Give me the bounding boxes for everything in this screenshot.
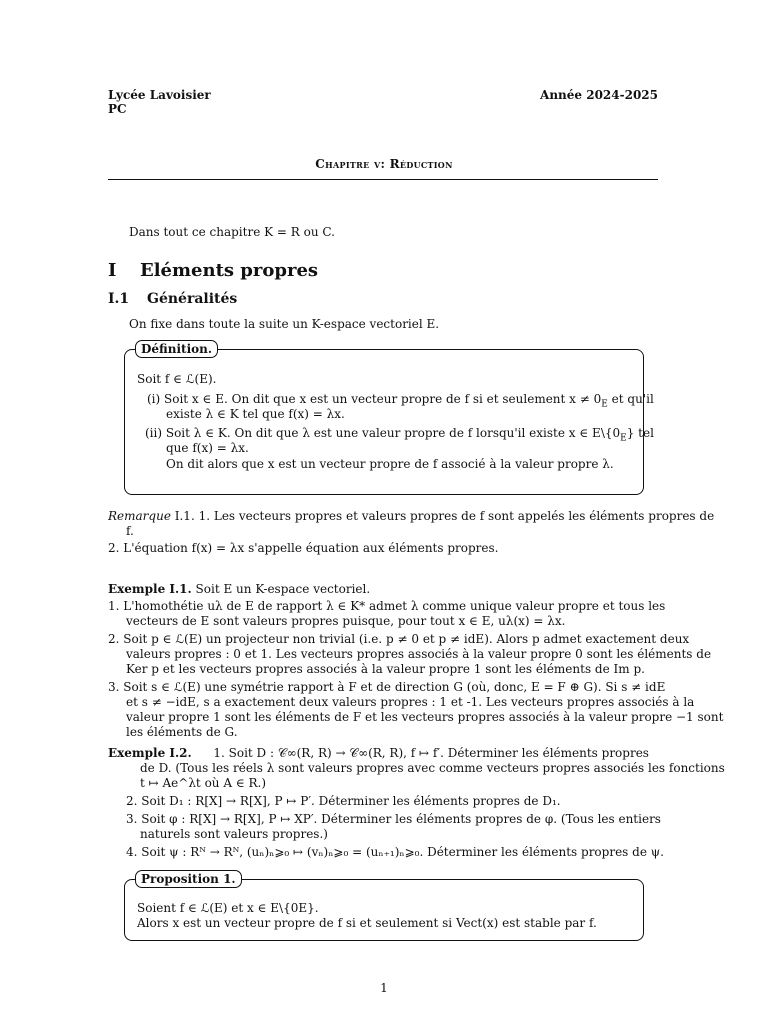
subsection-number: I.1 xyxy=(108,291,130,307)
example-2-line: de D. (Tous les réels λ sont valeurs propres avec comme vecteurs propres associés les fonctions xyxy=(140,761,725,775)
remark-line: 2. L'équation f(x) = λx s'appelle équation aux éléments propres. xyxy=(108,541,499,555)
example-1-line: 3. Soit s ∈ ℒ(E) une symétrie rapport à F et de direction G (où, donc, E = F ⊕ G). Si s ≠ idE xyxy=(108,680,666,694)
subsection-intro: On fixe dans toute la suite un K-espace vectoriel E. xyxy=(129,317,440,331)
example-1-line: les éléments de G. xyxy=(126,725,238,739)
example-2-heading: Exemple I.2. 1. Soit D : 𝒞∞(R, R) → 𝒞∞(R, R), f ↦ f′. Déterminer les éléments propres xyxy=(108,746,649,760)
example-1-line: et s ≠ −idE, s a exactement deux valeurs propres : 1 et -1. Les vecteurs propres associés à la xyxy=(126,695,695,709)
remark-label: Remarque xyxy=(108,509,171,523)
definition-item-i: (i) Soit x ∈ E. On dit que x est un vecteur propre de f si et seulement $x \ne 0_E$ et qu'il xyxy=(147,392,654,410)
example-1-line: Ker p et les vecteurs propres associés à la valeur propre 1 sont les éléments de Im p. xyxy=(126,662,645,676)
intro-text: Dans tout ce chapitre K = R ou C. xyxy=(129,225,335,239)
proposition-title: Proposition 1. xyxy=(135,870,242,888)
example-1-line: vecteurs de E sont valeurs propres puisque, pour tout x ∈ E, uλ(x) = λx. xyxy=(126,614,566,628)
definition-title: Définition. xyxy=(135,340,218,358)
proposition-line: Soient f ∈ ℒ(E) et x ∈ E\{0E}. xyxy=(137,901,319,915)
example-1-line: valeurs propres : 0 et 1. Les vecteurs propres associés à la valeur propre 0 sont les éléments de xyxy=(126,647,712,661)
example-2-line: naturels sont valeurs propres.) xyxy=(140,827,328,841)
definition-line: On dit alors que x est un vecteur propre de f associé à la valeur propre λ. xyxy=(166,457,614,471)
section-number: I xyxy=(108,260,117,281)
definition-line: que f(x) = λx. xyxy=(166,441,249,455)
school-year: Année 2024-2025 xyxy=(540,88,658,102)
example-1-line: 2. Soit p ∈ ℒ(E) un projecteur non trivial (i.e. p ≠ 0 et p ≠ idE). Alors p admet exactement deux xyxy=(108,632,690,646)
example-2-line: 2. Soit D₁ : R[X] → R[X], P ↦ P′. Déterminer les éléments propres de D₁. xyxy=(126,794,561,808)
definition-line: Soit f ∈ ℒ(E). xyxy=(137,372,217,386)
page-number: 1 xyxy=(380,981,388,995)
class-name: PC xyxy=(108,102,127,116)
example-2-label: Exemple I.2. xyxy=(108,746,192,760)
definition-line: existe λ ∈ K tel que f(x) = λx. xyxy=(166,407,345,421)
example-2-line: t ↦ Ae^λt où A ∈ R.) xyxy=(140,776,267,790)
remark-line: Remarque I.1. 1. Les vecteurs propres et valeurs propres de f sont appelés les éléments propres de xyxy=(108,509,715,523)
definition-item-ii: (ii) Soit λ ∈ K. On dit que λ est une valeur propre de f lorsqu'il existe x ∈ $E\backslash\{0_E\}$ tel xyxy=(145,426,654,444)
proposition-line: Alors x est un vecteur propre de f si et seulement si Vect(x) est stable par f. xyxy=(137,916,597,930)
example-1-label: Exemple I.1. xyxy=(108,582,192,596)
section-title: Eléments propres xyxy=(140,260,319,281)
subsection-title: Généralités xyxy=(147,291,238,307)
header-rule xyxy=(108,179,658,180)
example-1-line: valeur propre 1 sont les éléments de F et les vecteurs propres associés à la valeur propre −1 sont xyxy=(126,710,724,724)
chapter-title: Chapitre v: Réduction xyxy=(315,157,453,171)
school-name: Lycée Lavoisier xyxy=(108,88,211,102)
definition-box xyxy=(124,342,644,495)
remark-line: f. xyxy=(126,524,134,538)
example-1-heading: Exemple I.1. Soit E un K-espace vectoriel. xyxy=(108,582,371,596)
example-2-line: 4. Soit ψ : Rᴺ → Rᴺ, (uₙ)ₙ⩾₀ ↦ (vₙ)ₙ⩾₀ = (uₙ₊₁)ₙ⩾₀. Déterminer les éléments propres de ψ. xyxy=(126,845,664,859)
example-1-line: 1. L'homothétie uλ de E de rapport λ ∈ K* admet λ comme unique valeur propre et tous les xyxy=(108,599,666,613)
example-2-line: 3. Soit φ : R[X] → R[X], P ↦ XP′. Déterminer les éléments propres de φ. (Tous les entiers xyxy=(126,812,661,826)
remark-number: I.1. xyxy=(174,509,195,523)
